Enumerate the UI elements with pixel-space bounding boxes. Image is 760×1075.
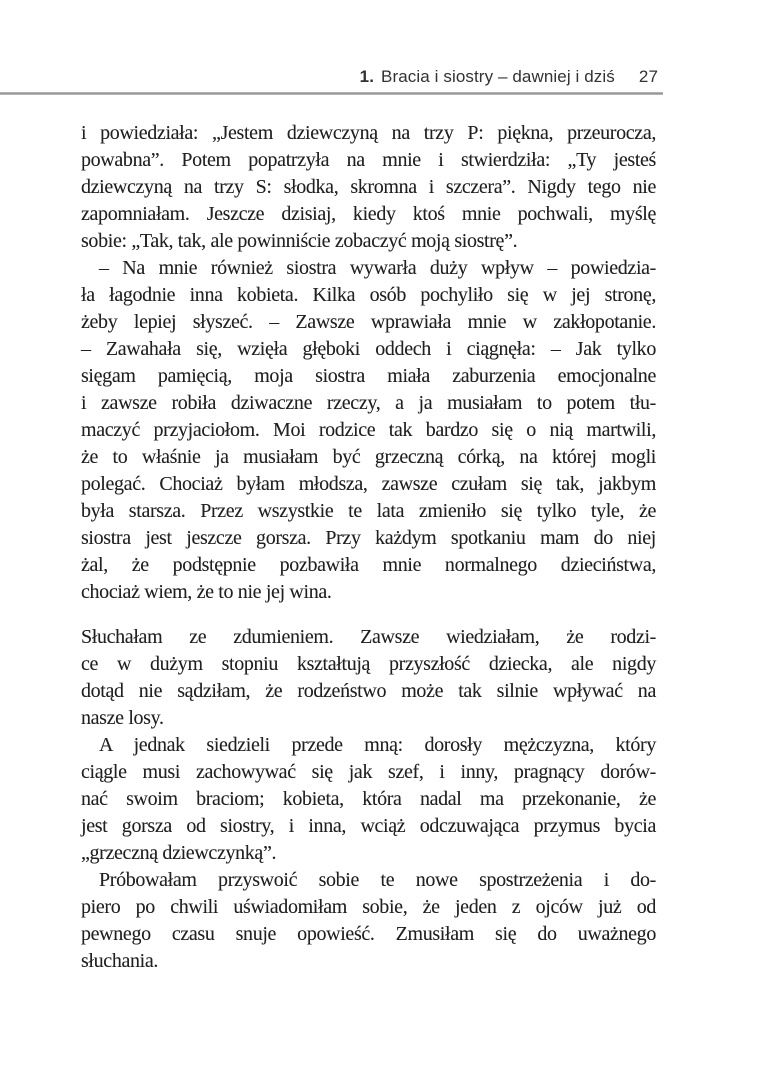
text-line: ce w dużym stopniu kształtują przyszłość dziecka, ale nigdy [81,653,656,675]
paragraph [81,624,656,732]
text-line: sięgam pamięcią, moja siostra miała zaburzenia emocjonalne [81,365,656,387]
text-line: „grzeczną dziewczynką”. [81,842,277,864]
paragraph [81,867,656,975]
text-line: pewnego czasu snuje opowieść. Zmusiłam się do uważnego [81,923,656,945]
text-line: polegać. Chociaż byłam młodsza, zawsze czułam się tak, jakbym [81,473,656,495]
text-line: żal, że podstępnie pozbawiła mnie normalnego dzieciństwa, [81,554,656,576]
text-line: piero po chwili uświadomiłam sobie, że jeden z ojców już od [81,896,656,918]
text-line: Próbowałam przyswoić sobie te nowe spostrzeżenia i do- [99,869,656,891]
text-line: Słuchałam ze zdumieniem. Zawsze wiedziałam, że rodzi- [81,626,656,648]
text-line: zapomniałam. Jeszcze dzisiaj, kiedy ktoś mnie pochwali, myślę [81,203,656,225]
text-line: chociaż wiem, że to nie jej wina. [81,581,332,603]
text-line: A jednak siedzieli przede mną: dorosły mężczyzna, który [99,734,656,756]
paragraph [81,255,656,606]
running-head [81,67,658,87]
text-line: maczyć przyjaciołom. Moi rodzice tak bardzo się o nią martwili, [81,419,656,441]
text-line: dziewczyną na trzy S: słodka, skromna i szczera”. Nigdy tego nie [81,176,656,198]
text-line: nać swoim braciom; kobieta, która nadal ma przekonanie, że [81,788,656,810]
text-line: ła łagodnie inna kobieta. Kilka osób pochyliło się w jej stronę, [81,284,656,306]
text-line: była starsza. Przez wszystkie te lata zmieniło się tylko tyle, że [81,500,656,522]
body-text [81,120,656,975]
chapter-number: 1. [359,67,375,86]
paragraph [81,732,656,867]
paragraph [81,120,656,255]
text-line: powabna”. Potem popatrzyła na mnie i stwierdziła: „Ty jesteś [81,149,656,171]
header-rule [0,92,663,95]
text-line: że to właśnie ja musiałam być grzeczną córką, na której mogli [81,446,656,468]
text-line: słuchania. [81,950,159,972]
text-line: siostra jest jeszcze gorsza. Przy każdym spotkaniu mam do niej [81,527,656,549]
text-line: żeby lepiej słyszeć. – Zawsze wprawiała mnie w zakłopotanie. [81,311,656,333]
page-number: 27 [638,67,658,86]
text-line: sobie: „Tak, tak, ale powinniście zobaczyć moją siostrę”. [81,230,518,252]
chapter-title: Bracia i siostry – dawniej i dziś [381,67,615,86]
text-line: ciągle musi zachowywać się jak szef, i inny, pragnący dorów- [81,761,656,783]
text-line: i zawsze robiła dziwaczne rzeczy, a ja musiałam to potem tłu- [81,392,656,414]
text-line: – Na mnie również siostra wywarła duży wpływ – powiedzia- [99,257,656,279]
text-line: – Zawahała się, wzięła głęboki oddech i ciągnęła: – Jak tylko [81,338,656,360]
text-line: nasze losy. [81,707,164,729]
text-line: jest gorsza od siostry, i inna, wciąż odczuwająca przymus bycia [81,815,656,837]
text-line: i powiedziała: „Jestem dziewczyną na trzy P: piękna, przeurocza, [81,122,656,144]
text-line: dotąd nie sądziłam, że rodzeństwo może tak silnie wpływać na [81,680,656,702]
